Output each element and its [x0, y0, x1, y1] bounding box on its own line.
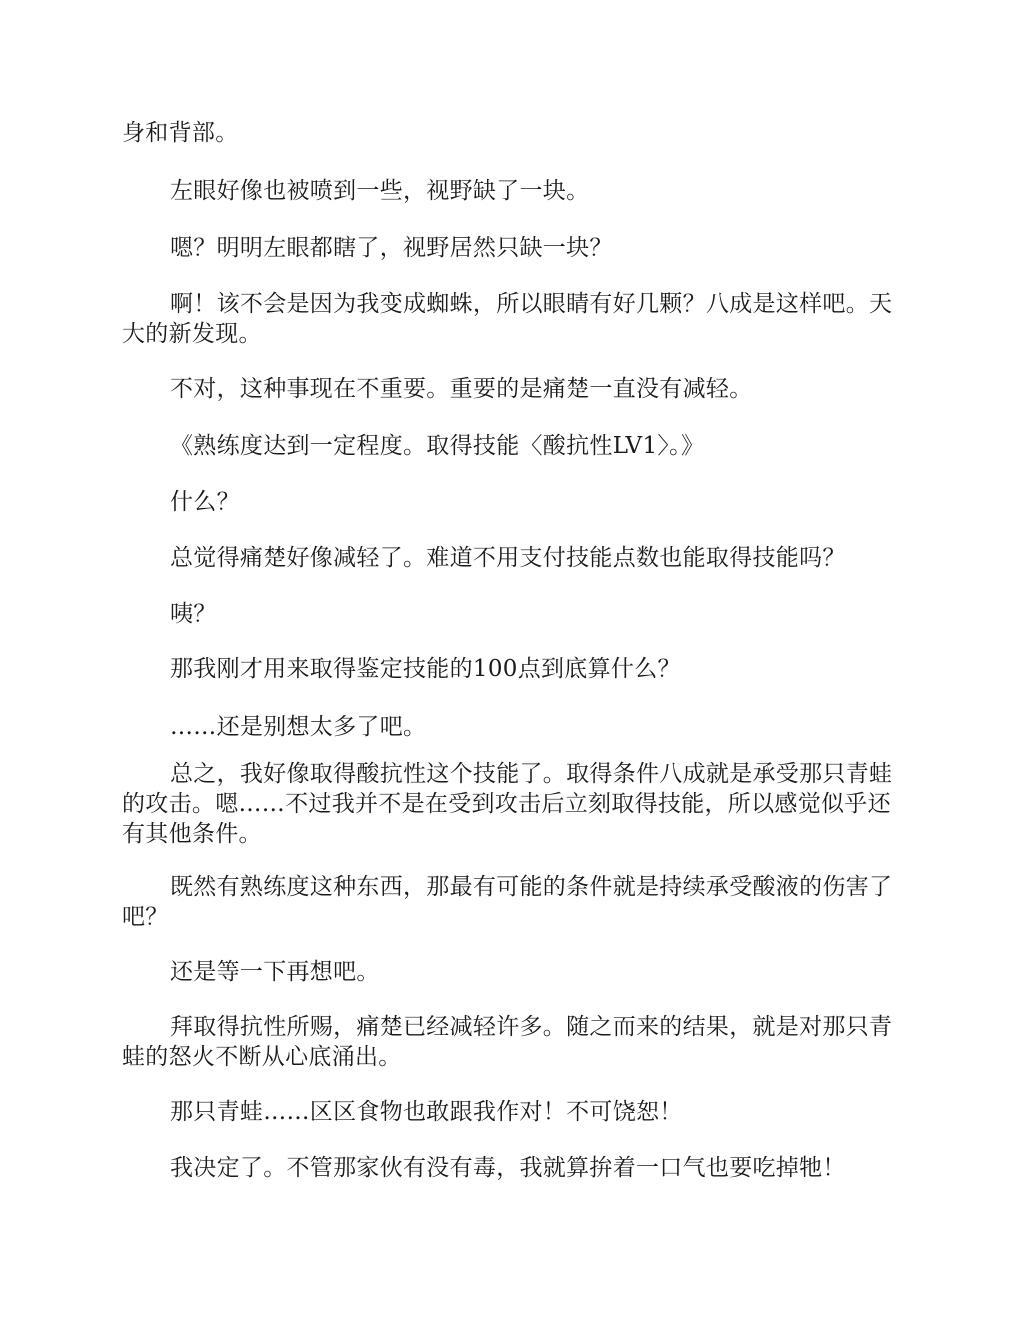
paragraph: 《熟练度达到一定程度。取得技能〈酸抗性LV1〉。》 [170, 433, 705, 459]
paragraph: 嗯？明明左眼都瞎了，视野居然只缺一块？ [170, 235, 613, 261]
paragraph: 身和背部。 [122, 120, 239, 146]
paragraph: 拜取得抗性所赐，痛楚已经减轻许多。随之而来的结果，就是对那只青蛙的怒火不断从心底涌出。 [122, 1014, 893, 1070]
paragraph: 那我刚才用来取得鉴定技能的100点到底算什么？ [170, 656, 681, 682]
paragraph: 左眼好像也被喷到一些，视野缺了一块。 [170, 178, 590, 204]
paragraph: ……还是别想太多了吧。 [170, 714, 427, 740]
paragraph: 什么？ [170, 489, 240, 515]
paragraph: 咦？ [170, 601, 217, 627]
paragraph: 啊！该不会是因为我变成蜘蛛，所以眼睛有好几颗？八成是这样吧。天大的新发现。 [122, 291, 893, 347]
paragraph: 既然有熟练度这种东西，那最有可能的条件就是持续承受酸液的伤害了吧？ [122, 874, 893, 930]
paragraph: 不对，这种事现在不重要。重要的是痛楚一直没有减轻。 [170, 376, 753, 402]
paragraph: 总觉得痛楚好像减轻了。难道不用支付技能点数也能取得技能吗？ [170, 545, 846, 571]
paragraph: 总之，我好像取得酸抗性这个技能了。取得条件八成就是承受那只青蛙的攻击。嗯……不过我并不是在受到攻击后立刻取得技能，所以感觉似乎还有其他条件。 [122, 761, 893, 847]
paragraph: 那只青蛙……区区食物也敢跟我作对！不可饶恕！ [170, 1099, 683, 1125]
paragraph: 还是等一下再想吧。 [170, 959, 380, 985]
paragraph: 我决定了。不管那家伙有没有毒，我就算拚着一口气也要吃掉牠！ [170, 1155, 846, 1181]
